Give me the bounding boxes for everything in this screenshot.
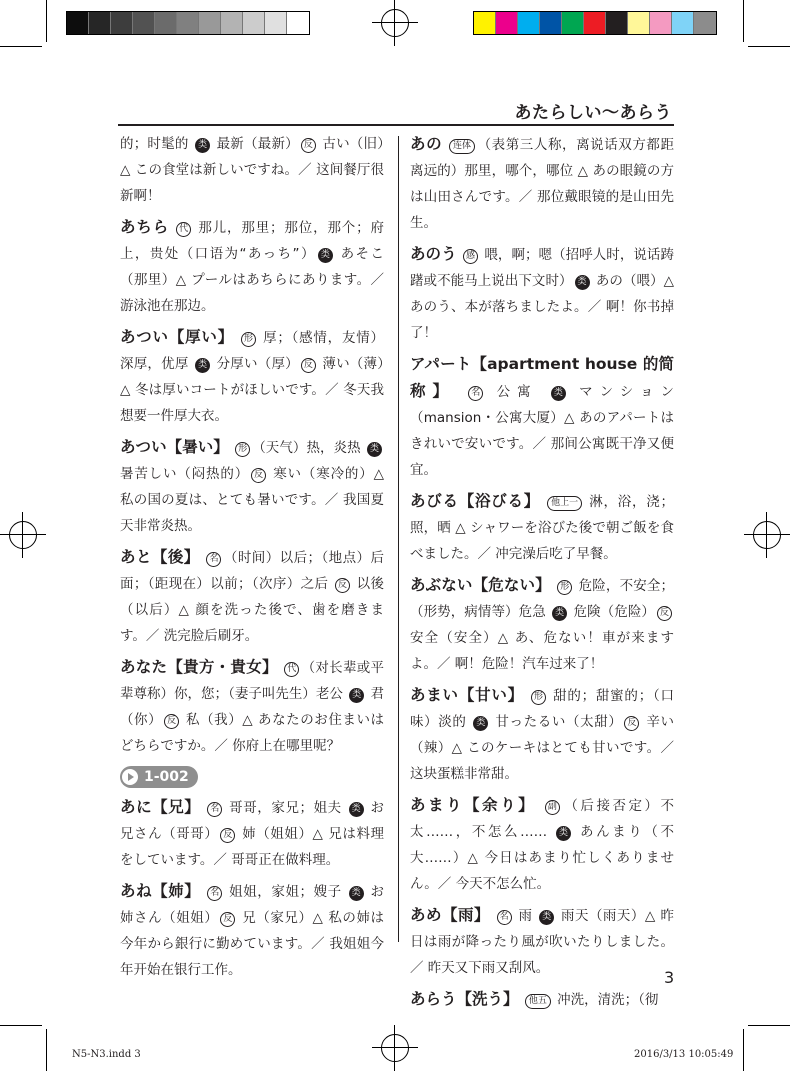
- headword: あなた【貴方・貴女】: [120, 658, 278, 676]
- pos-badge: 名: [497, 910, 512, 925]
- entry-atsui-thick: あつい【厚い】 形 厚；（感情，友情）深厚，优厚 类 分厚い（厚） 反 薄い（薄）△ 冬は厚いコートがほしいです。／ 冬天我想要一件厚大衣。: [120, 328, 384, 424]
- similar-badge: 类: [556, 826, 571, 841]
- similar-badge: 类: [552, 606, 567, 621]
- pos-badge: 代: [176, 222, 191, 237]
- page-number: 3: [664, 968, 675, 987]
- pos-badge: 连体: [449, 139, 475, 154]
- audio-track-label: 1-002: [144, 769, 189, 785]
- entry-abunai: あぶない【危ない】 形 危险，不安全；（形势，病情等）危急 类 危険（危险） 反 安全（安全）△ あ、危ない！車が来ますよ。／ 啊！危险！汽车过来了！: [410, 576, 674, 672]
- headword: アパート【apartment house 的简称】: [410, 355, 674, 400]
- similar-badge: 类: [539, 910, 554, 925]
- pos-badge: 代: [284, 662, 299, 677]
- gray-swatch: [133, 12, 155, 34]
- registration-mark-left: [0, 512, 46, 558]
- right-column: [410, 131, 674, 1018]
- headword: あに【兄】: [120, 798, 201, 816]
- color-swatch: [518, 12, 540, 34]
- gray-swatch: [155, 12, 177, 34]
- gray-swatch: [67, 12, 89, 34]
- antonym-badge: 反: [301, 138, 316, 153]
- crop-mark: [46, 1029, 47, 1071]
- antonym-badge: 反: [164, 714, 179, 729]
- pos-badge: 感: [463, 249, 478, 264]
- headword: あらう【洗う】: [410, 990, 519, 1008]
- antonym-badge: 反: [220, 828, 235, 843]
- entry-ane: あね【姉】 名 姐姐，家姐；嫂子 类 お姉さん（姐姐） 反 兄（家兄）△ 私の姉は今年から銀行に勤めています。／ 我姐姐今年开始在银行工作。: [120, 882, 385, 978]
- headword: あの: [410, 135, 443, 153]
- registration-mark-top: [372, 0, 418, 46]
- color-swatch: [672, 12, 694, 34]
- registration-mark-bottom: [372, 1025, 418, 1071]
- headword: あつい【厚い】: [120, 328, 234, 346]
- antonym-badge: 反: [251, 468, 266, 483]
- headword: あね【姉】: [120, 882, 201, 900]
- crop-mark: [743, 1029, 744, 1071]
- left-column: [120, 131, 384, 988]
- antonym-badge: 反: [301, 358, 316, 373]
- entry-amai: あまい【甘い】 形 甜的；甜蜜的；（口味）淡的 类 甘ったるい（太甜） 反 辛い（辣）△ このケーキはとても甘いです。／ 这块蛋糕非常甜。: [410, 686, 675, 782]
- page-header-title: あたらしい～あらう: [514, 103, 672, 123]
- crop-mark: [0, 1025, 42, 1026]
- entry-continuation: 的；时髦的 类 最新（最新） 反 古い（旧）△ この食堂は新しいですね。／ 这间餐厅很新啊！: [120, 136, 384, 204]
- headword: あのう: [410, 245, 457, 263]
- entry-abiru: あびる【浴びる】 他上一 淋，浴，浇；照，晒 △ シャワーを浴びた後で朝ご飯を食べました。／ 冲完澡后吃了早餐。: [410, 492, 674, 562]
- headword: あつい【暑い】: [120, 438, 229, 456]
- pos-badge: 名: [206, 552, 221, 567]
- color-swatch: [562, 12, 584, 34]
- color-calibration-bar: [473, 11, 717, 35]
- color-swatch: [606, 12, 628, 34]
- headword: あと【後】: [120, 548, 200, 566]
- color-swatch: [628, 12, 650, 34]
- headword: あびる【浴びる】: [410, 492, 541, 510]
- crop-mark: [46, 0, 47, 42]
- headword: あぶない【危ない】: [410, 576, 551, 594]
- pos-badge: 形: [241, 332, 256, 347]
- crop-mark: [748, 46, 790, 47]
- gray-swatch: [111, 12, 133, 34]
- similar-badge: 类: [367, 442, 382, 457]
- entry-ato: あと【後】 名 （时间）以后；（地点）后面；（距现在）以前；（次序）之后 反 以後（以后）△ 顔を洗った後で、歯を磨きます。／ 洗完脸后刷牙。: [120, 548, 385, 644]
- gray-swatch: [177, 12, 199, 34]
- pos-badge: 他五: [525, 994, 551, 1009]
- color-swatch: [474, 12, 496, 34]
- similar-badge: 类: [551, 386, 566, 401]
- pos-badge: 名: [207, 886, 222, 901]
- crop-mark: [0, 46, 42, 47]
- footer-datetime: 2016/3/13 10:05:49: [634, 1049, 734, 1060]
- pos-badge: 名: [207, 802, 222, 817]
- gray-swatch: [287, 12, 309, 34]
- entry-apaato: アパート【apartment house 的简称】 名 公寓 类 マンション（mansion・公寓大厦）△ あのアパートはきれいで安いです。／ 那间公寓既干净又便宜。: [410, 355, 675, 478]
- similar-badge: 类: [195, 358, 210, 373]
- antonym-badge: 反: [624, 716, 639, 731]
- similar-badge: 类: [195, 138, 210, 153]
- color-swatch: [650, 12, 672, 34]
- audio-track-badge[interactable]: [120, 766, 198, 788]
- pos-badge: 形: [235, 442, 250, 457]
- headword: あまい【甘い】: [410, 686, 524, 704]
- column-divider: [398, 136, 399, 942]
- entry-amari: あまり【余り】 副 （后接否定）不太……，不怎么…… 类 あんまり（不大……）△ 今日はあまり忙しくありません。／ 今天不怎么忙。: [410, 796, 675, 892]
- gray-swatch: [89, 12, 111, 34]
- entry-arau: あらう【洗う】 他五 冲洗，清洗；（彻: [410, 990, 659, 1008]
- color-swatch: [584, 12, 606, 34]
- similar-badge: 类: [473, 716, 488, 731]
- gray-calibration-bar: [66, 11, 310, 35]
- entry-ano: あの 连体 （表第三人称，离说话双方都距离远的）那里，哪个，哪位 △ あの眼鏡の方は山田さんです。／ 那位戴眼镜的是山田先生。: [410, 135, 674, 231]
- color-swatch: [540, 12, 562, 34]
- antonym-badge: 反: [335, 578, 350, 593]
- color-swatch: [496, 12, 518, 34]
- gray-swatch: [243, 12, 265, 34]
- headword: あめ【雨】: [410, 906, 490, 924]
- entry-achira: あちら 代 那儿，那里；那位，那个；府上，贵处（口语为“あっち”） 类 あそこ（那里）△ プールはあちらにあります。／ 游泳池在那边。: [120, 218, 384, 314]
- pos-badge: 名: [468, 386, 483, 401]
- play-icon: [122, 769, 138, 785]
- gray-swatch: [199, 12, 221, 34]
- pos-badge: 形: [557, 580, 572, 595]
- entry-anata: あなた【貴方・貴女】 代 （对长辈或平辈尊称）你，您；（妻子叫先生）老公 类 君（你） 反 私（我）△ あなたのお住まいはどちらですか。／ 你府上在哪里呢？: [120, 658, 385, 754]
- crop-mark: [743, 0, 744, 42]
- entry-atsui-hot: あつい【暑い】 形 （天气）热，炎热 类 暑苦しい（闷热的） 反 寒い（寒冷的）△ 私の国の夏は、とても暑いです。／ 我国夏天非常炎热。: [120, 438, 384, 534]
- entry-ani: あに【兄】 名 哥哥，家兄；姐夫 类 お兄さん（哥哥） 反 姉（姐姐）△ 兄は料理をしています。／ 哥哥正在做料理。: [120, 798, 385, 868]
- similar-badge: 类: [349, 886, 364, 901]
- crop-mark: [748, 1025, 790, 1026]
- antonym-badge: 反: [657, 606, 672, 621]
- registration-mark-right: [744, 512, 790, 558]
- color-swatch: [694, 12, 716, 34]
- gray-swatch: [265, 12, 287, 34]
- pos-badge: 他上一: [547, 496, 582, 511]
- antonym-badge: 反: [220, 912, 235, 927]
- similar-badge: 类: [349, 802, 364, 817]
- header-rule: [118, 124, 674, 126]
- similar-badge: 类: [349, 688, 364, 703]
- entry-anou: あのう 感 喂，啊；嗯（招呼人时，说话踌躇或不能马上说出下文时） 类 あの（喂）△ あのう、本が落ちましたよ。／ 啊！你书掉了！: [410, 245, 674, 341]
- headword: あまり【余り】: [410, 796, 537, 814]
- similar-badge: 类: [318, 248, 333, 263]
- entry-ame: あめ【雨】 名 雨 类 雨天（雨天）△ 昨日は雨が降ったり風が吹いたりしました。／ 昨天又下雨又刮风。: [410, 906, 674, 976]
- pos-badge: 形: [531, 690, 546, 705]
- headword: あちら: [120, 218, 170, 236]
- similar-badge: 类: [575, 275, 590, 290]
- pos-badge: 副: [545, 800, 560, 815]
- gray-swatch: [221, 12, 243, 34]
- footer-file-name: N5-N3.indd 3: [72, 1049, 141, 1060]
